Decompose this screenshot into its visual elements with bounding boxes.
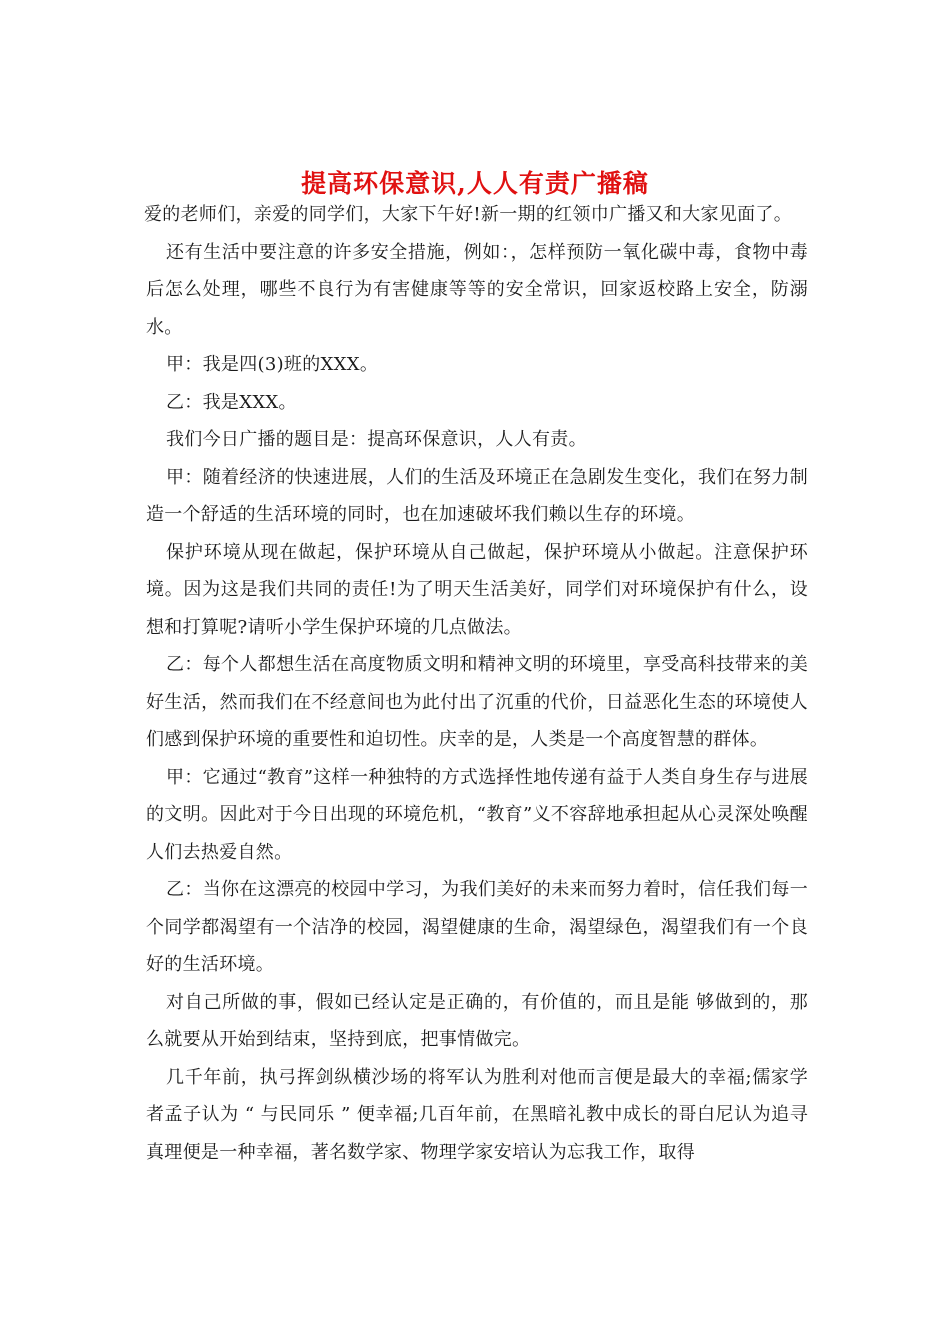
paragraph-civilization: 乙：每个人都想生活在高度物质文明和精神文明的环境里，享受高科技带来的美好生活，然而我们在不经意间也为此付出了沉重的代价，日益恶化生态的环境使人们感到保护环境的重要性和迫切性。庆幸的是，人类是一个高度智慧的群体。 [146, 654, 808, 750]
document-body [146, 196, 808, 1171]
paragraph-safety: 还有生活中要注意的许多安全措施，例如：，怎样预防一氧化碳中毒，食物中毒后怎么处理，哪些不良行为有害健康等等的安全常识，回家返校路上安全，防溺水。 [146, 241, 808, 338]
paragraph-education: 甲：它通过“教育”这样一种独特的方式选择性地传递有益于人类自身生存与进展的文明。因此对于今日出现的环境危机，“教育”义不容辞地承担起从心灵深处唤醒人们去热爱自然。 [146, 766, 808, 863]
paragraph-speaker-b-intro: 乙：我是XXX。 [166, 391, 297, 413]
document-title: 提高环保意识,人人有责广播稿 [301, 168, 649, 198]
paragraph-happiness: 几千年前，执弓挥剑纵横沙场的将军认为胜利对他而言便是最大的幸福;儒家学者孟子认为 “ 与民同乐 ” 便幸福;几百年前，在黑暗礼教中成长的哥白尼认为追寻真理便是一种幸福，著名数学家、物理学家安培认为忘我工作，取得 [146, 1066, 808, 1163]
paragraph-protect: 保护环境从现在做起，保护环境从自己做起，保护环境从小做起。注意保护环境。因为这是我们共同的责任!为了明天生活美好，同学们对环境保护有什么，设想和打算呢?请听小学生保护环境的几点做法。 [146, 541, 808, 638]
paragraph-economy: 甲：随着经济的快速进展，人们的生活及环境正在急剧发生变化，我们在努力制造一个舒适的生活环境的同时，也在加速破坏我们赖以生存的环境。 [146, 466, 808, 525]
paragraph-topic: 我们今日广播的题目是：提高环保意识，人人有责。 [166, 429, 587, 450]
paragraph-campus: 乙：当你在这漂亮的校园中学习，为我们美好的未来而努力着时，信任我们每一个同学都渴望有一个洁净的校园，渴望健康的生命，渴望绿色，渴望我们有一个良好的生活环境。 [146, 879, 808, 975]
paragraph-speaker-a-intro: 甲：我是四(3)班的XXX。 [166, 354, 379, 375]
paragraph-greeting: 爱的老师们，亲爱的同学们，大家下午好!新一期的红领巾广播又和大家见面了。 [144, 204, 793, 225]
paragraph-persist: 对自己所做的事，假如已经认定是正确的，有价值的，而且是能 够做到的，那么就要从开始到结束，坚持到底，把事情做完。 [146, 991, 808, 1050]
